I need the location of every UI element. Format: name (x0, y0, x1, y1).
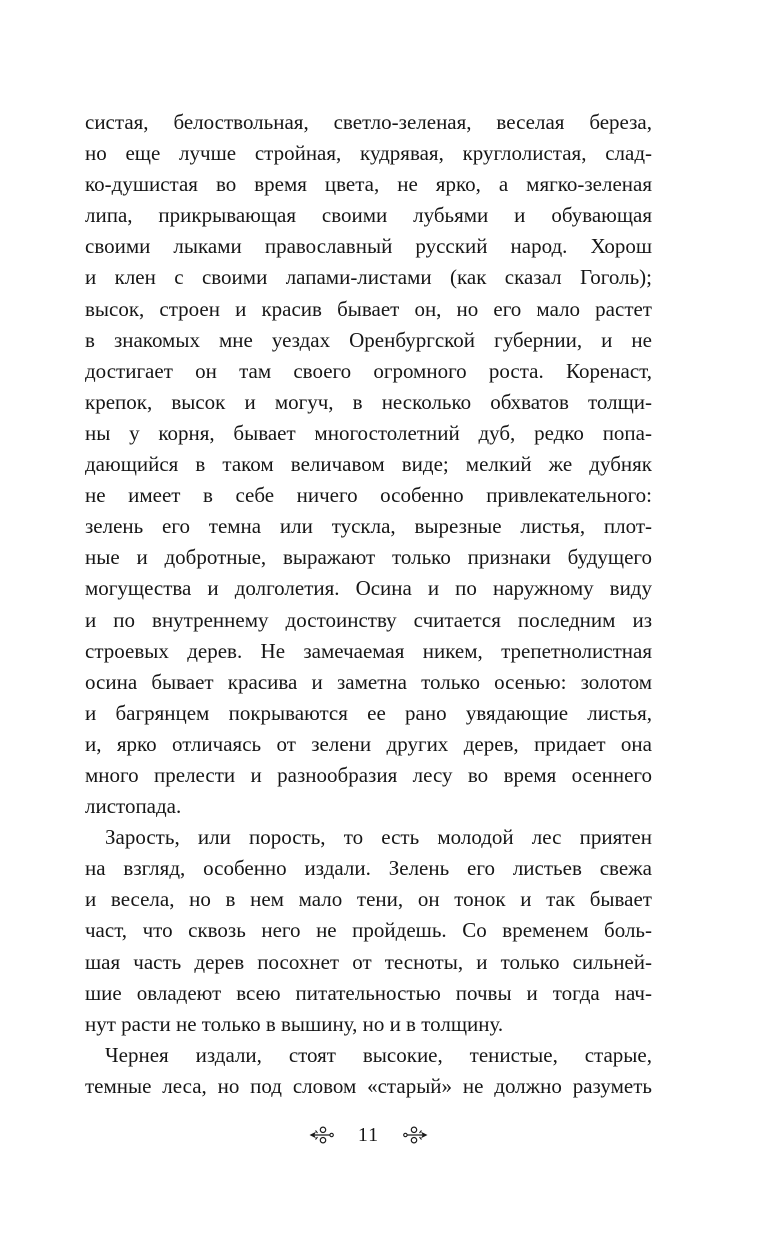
text-line: на взгляд, особенно издали. Зелень его листьев свежа (85, 856, 652, 881)
text-line: Зарость, или порость, то есть молодой лес приятен (105, 825, 652, 850)
fleuron-ornament-icon (309, 1126, 334, 1144)
page-footer (85, 1119, 652, 1151)
text-line: строевых дерев. Не замечаемая никем, трепетнолистная (85, 638, 652, 663)
text-line: систая, белоствольная, светло-зеленая, веселая береза, (85, 110, 652, 134)
text-line: но еще лучше стройная, кудрявая, круглолистая, слад- (85, 141, 652, 166)
text-line: част, что сквозь него не пройдешь. Со временем боль- (85, 918, 652, 943)
text-line: не имеет в себе ничего особенно привлекательного: (85, 483, 652, 508)
text-line: могущества и долголетия. Осина и по наружному виду (85, 576, 652, 601)
text-line: высок, строен и красив бывает он, но его мало растет (85, 296, 652, 321)
fleuron-ornament-icon (403, 1126, 428, 1144)
text-line: ные и добротные, выражают только признаки будущего (85, 545, 652, 570)
text-line: достигает он там своего огромного роста. Коренаст, (85, 358, 652, 383)
page-number: 11 (357, 1124, 380, 1146)
text-line: своими лыками православный русский народ. Хорош (85, 234, 652, 259)
text-line: темные леса, но под словом «старый» не должно разуметь (85, 1073, 652, 1098)
text-line: много прелести и разнообразия лесу во время осеннего (85, 762, 652, 787)
text-line: нут расти не только в вышину, но и в толщину. (85, 1011, 504, 1036)
text-line: Чернея издали, стоят высокие, тенистые, старые, (105, 1042, 652, 1067)
text-line: осина бывает красива и заметна только осенью: золотом (85, 669, 652, 694)
text-line: листопада. (85, 794, 182, 819)
text-line: ны у корня, бывает многостолетний дуб, редко попа- (85, 420, 652, 445)
text-line: и, ярко отличаясь от зелени других дерев, придает она (85, 731, 652, 756)
text-line: в знакомых мне уездах Оренбургской губернии, и не (85, 327, 652, 352)
text-line: крепок, высок и могуч, в несколько обхватов толщи- (85, 389, 652, 414)
text-line: и по внутреннему достоинству считается последним из (85, 607, 652, 632)
text-line: шая часть дерев посохнет от тесноты, и только сильней- (85, 949, 652, 974)
page-text (85, 107, 652, 1102)
text-line: шие овладеют всею питательностью почвы и тогда нач- (85, 980, 652, 1005)
text-line: липа, прикрывающая своими лубьями и обувающая (85, 203, 652, 228)
text-line: дающийся в таком величавом виде; мелкий же дубняк (85, 452, 652, 477)
text-line: и весела, но в нем мало тени, он тонок и так бывает (85, 887, 652, 912)
text-line: ко-душистая во время цвета, не ярко, а мягко-зеленая (85, 172, 652, 197)
text-line: и клен с своими лапами-листами (как сказал Гоголь); (85, 265, 652, 290)
text-line: и багрянцем покрываются ее рано увядающие листья, (85, 700, 652, 725)
text-line: зелень его темна или тускла, вырезные листья, плот- (85, 514, 652, 539)
